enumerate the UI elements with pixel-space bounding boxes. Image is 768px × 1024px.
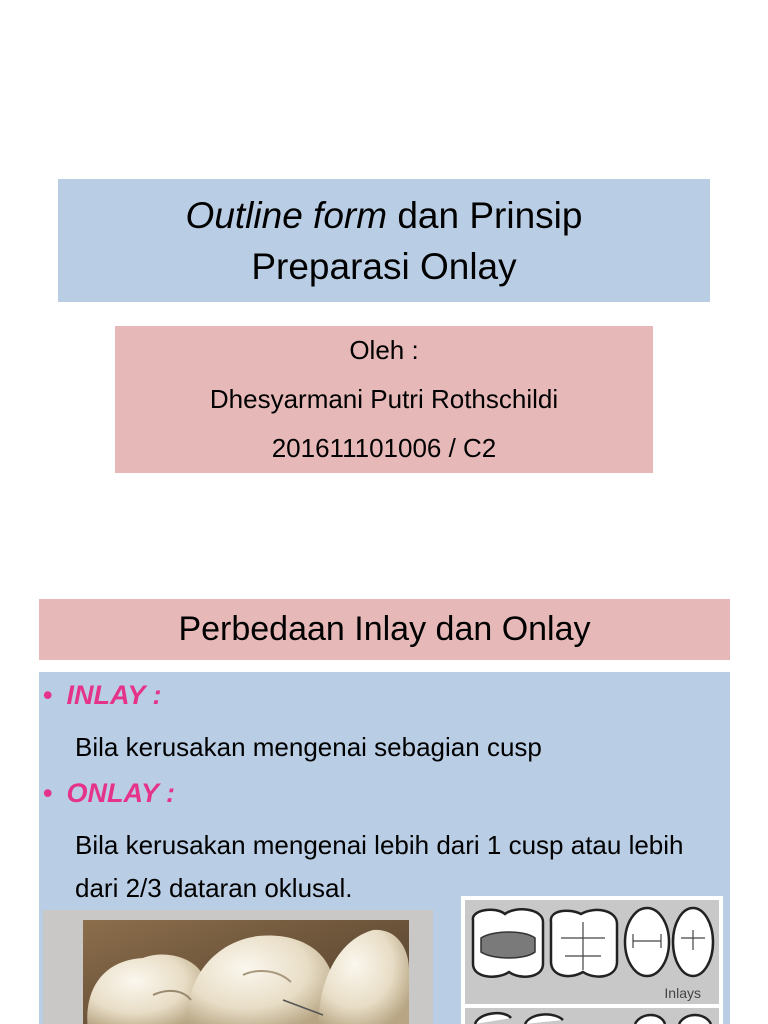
inlay-description: Bila kerusakan mengenai sebagian cusp	[75, 732, 542, 762]
bullet-onlay	[43, 778, 175, 809]
author-name: Dhesyarmani Putri Rothschildi	[209, 384, 559, 414]
title-italic-part: Outline form	[185, 194, 388, 236]
author-box	[115, 326, 653, 473]
diagram-label: Inlays	[664, 985, 701, 1001]
bullet-inlay	[43, 680, 161, 711]
onlay-description: Bila kerusakan mengenai lebih dari 1 cusp atau lebih dari 2/3 dataran oklusal.	[75, 830, 684, 903]
bullet-label: INLAY :	[66, 680, 162, 710]
title-box	[58, 179, 710, 302]
title-line-2: Preparasi Onlay	[251, 245, 517, 287]
bullet-marker: •	[43, 778, 53, 808]
bullet-label: ONLAY :	[66, 778, 175, 808]
tooth-photo	[83, 920, 409, 1024]
author-by: Oleh :	[349, 335, 419, 365]
author-id: 201611101006 / C2	[271, 433, 497, 463]
inlay-diagram	[465, 900, 719, 1024]
title-line-1	[186, 190, 583, 241]
slide2-body	[39, 672, 730, 1024]
bullet-marker: •	[43, 680, 53, 710]
title-rest-part: dan Prinsip	[387, 194, 583, 236]
slide2-title: Perbedaan Inlay dan Onlay	[39, 599, 730, 660]
